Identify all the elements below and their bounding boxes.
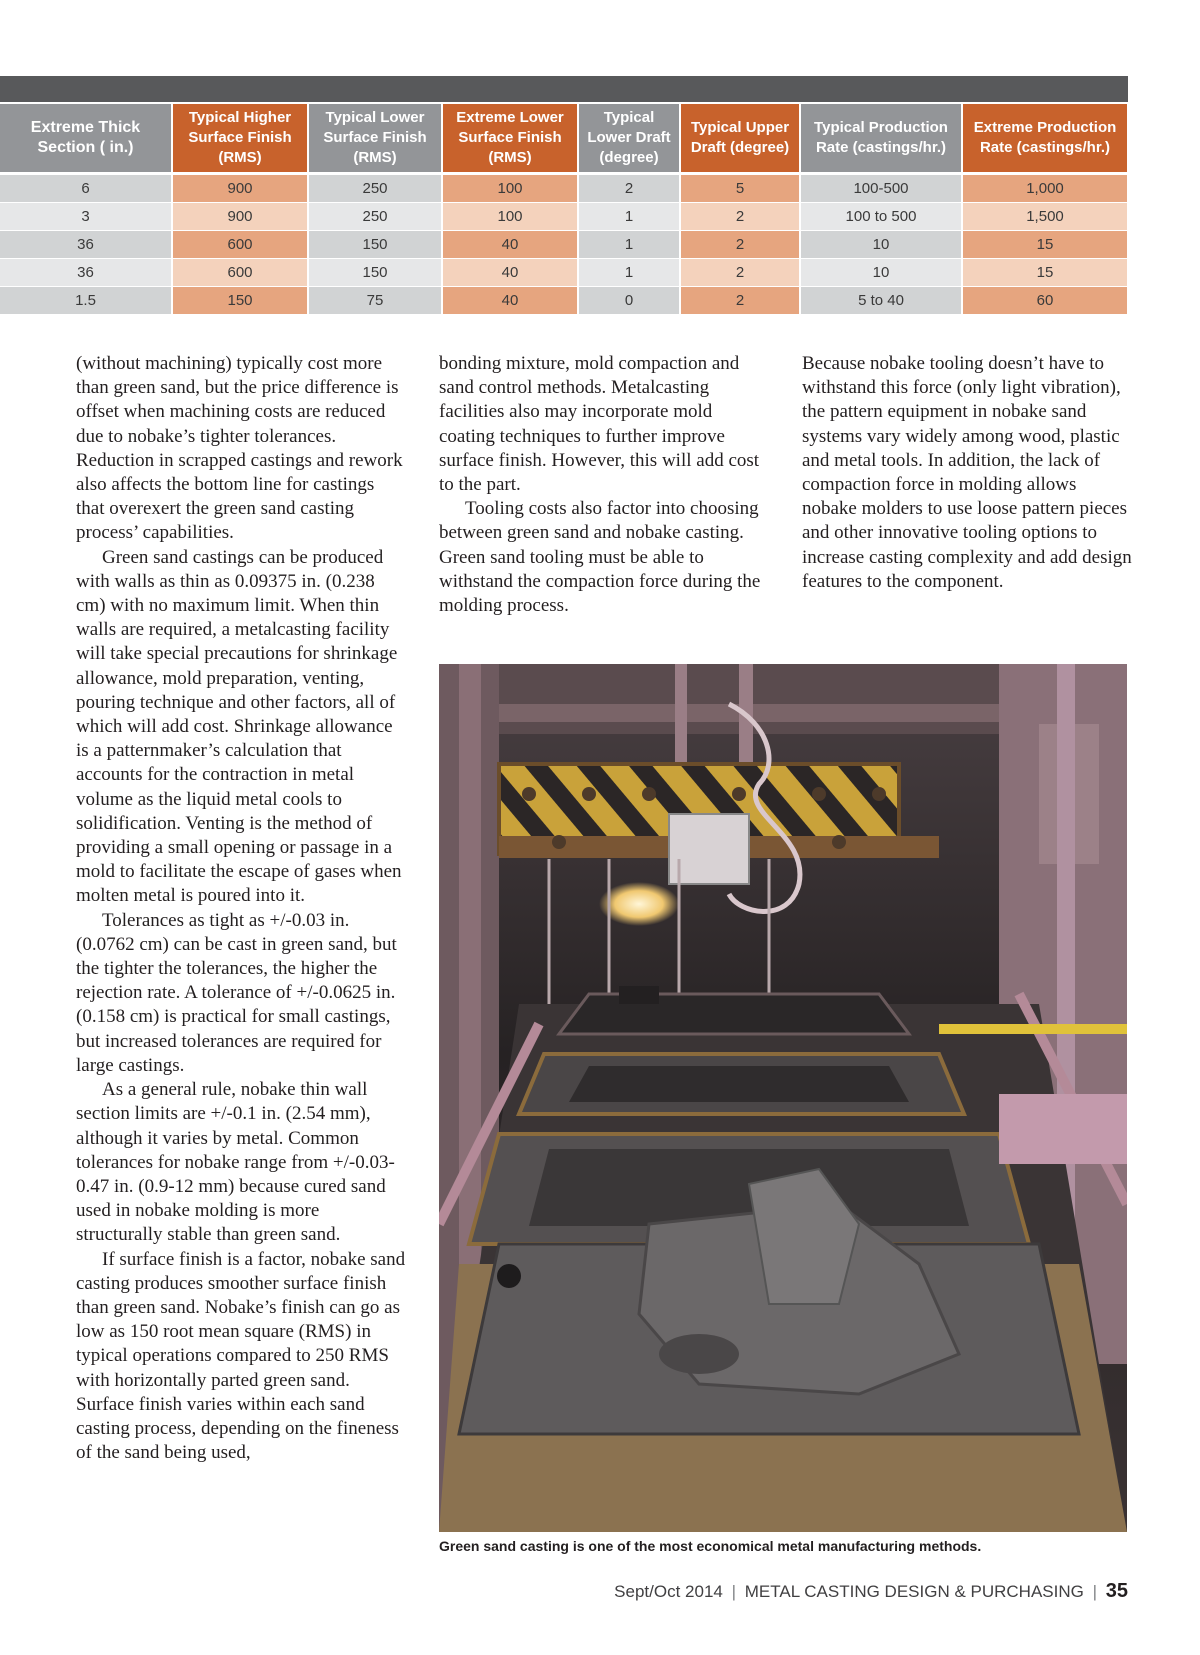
article-column-2 xyxy=(439,352,769,618)
table-row xyxy=(0,259,1128,287)
table-cell: 1,000 xyxy=(962,175,1128,203)
table-cell: 2 xyxy=(680,259,800,287)
table-cell: 100-500 xyxy=(800,175,962,203)
table-cell: 40 xyxy=(442,259,578,287)
table-cell: 100 to 500 xyxy=(800,203,962,231)
table-cell: 600 xyxy=(172,231,308,259)
foundry-photo xyxy=(439,664,1127,1532)
table-cell: 600 xyxy=(172,259,308,287)
header-cell: Typical Lower Draft (degree) xyxy=(578,104,680,172)
header-cell: Extreme Production Rate (castings/hr.) xyxy=(962,104,1128,172)
table-cell: 150 xyxy=(172,287,308,315)
paragraph: Because nobake tooling doesn’t have to withstand this force (only light vibration), the pattern equipment in nobake sand systems vary widely among wood, plastic and metal tools. In addition, the lack of compaction force in molding allows nobake molders to use loose pattern pieces and other innovative tooling options to increase casting complexity and add design features to the component. xyxy=(802,353,1132,592)
footer-separator: | xyxy=(731,1582,737,1601)
article-column-1 xyxy=(76,352,406,1465)
article-column-3 xyxy=(802,352,1132,594)
table-row xyxy=(0,175,1128,203)
table-cell: 250 xyxy=(308,203,442,231)
table-cell: 150 xyxy=(308,259,442,287)
publication-name: METAL CASTING DESIGN & PURCHASING xyxy=(744,1582,1084,1601)
table-cell: 36 xyxy=(0,231,172,259)
table-row xyxy=(0,231,1128,259)
table-cell: 1,500 xyxy=(962,203,1128,231)
paragraph: Green sand castings can be produced with walls as thin as 0.09375 in. (0.238 cm) with no maximum limit. When thin walls are required, a metalcasting facility will take special precautions for shrinkage allowance, mold preparation, venting, pouring technique and other factors, all of which will add cost. Shrinkage allowance is a patternmaker’s calculation that accounts for the contraction in metal volume as the liquid metal cools to solidification. Venting is the method of providing a small opening or passage in a mold to facilitate the escape of gases when molten metal is poured into it. xyxy=(76,546,402,907)
table-cell: 15 xyxy=(962,231,1128,259)
table-row xyxy=(0,287,1128,315)
header-cell: Typical Higher Surface Finish (RMS) xyxy=(172,104,308,172)
footer-separator: | xyxy=(1092,1582,1098,1601)
table-cell: 2 xyxy=(578,175,680,203)
table-cell: 100 xyxy=(442,175,578,203)
header-cell: Typical Upper Draft (degree) xyxy=(680,104,800,172)
issue-date: Sept/Oct 2014 xyxy=(614,1582,723,1601)
table-cell: 1 xyxy=(578,259,680,287)
table-cell: 60 xyxy=(962,287,1128,315)
table-cell: 0 xyxy=(578,287,680,315)
table-cell: 1 xyxy=(578,231,680,259)
table-cell: 100 xyxy=(442,203,578,231)
table-cell: 1.5 xyxy=(0,287,172,315)
paragraph: As a general rule, nobake thin wall section limits are +/-0.1 in. (2.54 mm), although it varies by metal. Common tolerances for nobake range from +/-0.03-0.47 in. (0.9-12 mm) because cured sand used in nobake molding is more structurally stable than green sand. xyxy=(76,1079,395,1246)
table-cell: 40 xyxy=(442,231,578,259)
table-cell: 900 xyxy=(172,203,308,231)
paragraph: Tolerances as tight as +/-0.03 in. (0.0762 cm) can be cast in green sand, but the tighter the tolerances, the higher the rejection rate. A tolerance of +/-0.0625 in. (0.158 cm) is practical for small castings, but increased tolerances are required for large castings. xyxy=(76,909,397,1076)
table-cell: 2 xyxy=(680,287,800,315)
table-cell: 900 xyxy=(172,175,308,203)
photo-caption: Green sand casting is one of the most economical metal manufacturing methods. xyxy=(439,1538,982,1554)
table-row xyxy=(0,203,1128,231)
table-cell: 5 xyxy=(680,175,800,203)
header-cell: Typical Production Rate (castings/hr.) xyxy=(800,104,962,172)
header-cell: Extreme Thick Section ( in.) xyxy=(0,104,172,172)
table-cell: 250 xyxy=(308,175,442,203)
paragraph: If surface finish is a factor, nobake sand casting produces smoother surface finish than green sand. Nobake’s finish can go as low as 150 root mean square (RMS) in typical operations compared to 250 RMS with horizontally parted green sand. Surface finish varies within each sand casting process, depending on the fineness of the sand being used, xyxy=(76,1248,406,1464)
paragraph: (without machining) typically cost more than green sand, but the price difference is offset when machining costs are reduced due to nobake’s tighter tolerances. Reduction in scrapped castings and rework also affects the bottom line for castings that overexert the green sand casting process’ capabilities. xyxy=(76,353,403,544)
table-cell: 2 xyxy=(680,203,800,231)
table-cell: 10 xyxy=(800,259,962,287)
table-header-row xyxy=(0,104,1128,172)
page-number: 35 xyxy=(1105,1580,1128,1602)
casting-spec-table xyxy=(0,104,1129,314)
paragraph: Tooling costs also factor into choosing between green sand and nobake casting. Green sand tooling must be able to withstand the compaction force during the molding process. xyxy=(439,498,761,617)
table-cell: 2 xyxy=(680,231,800,259)
table-cell: 15 xyxy=(962,259,1128,287)
page-footer xyxy=(614,1580,1128,1603)
table-cell: 40 xyxy=(442,287,578,315)
table-cell: 1 xyxy=(578,203,680,231)
table-cell: 5 to 40 xyxy=(800,287,962,315)
table-header-bar xyxy=(0,76,1128,102)
paragraph: bonding mixture, mold compaction and sand control methods. Metalcasting facilities also may incorporate mold coating techniques to further improve surface finish. However, this will add cost to the part. xyxy=(439,353,760,496)
table-cell: 36 xyxy=(0,259,172,287)
table-cell: 6 xyxy=(0,175,172,203)
header-cell: Typical Lower Surface Finish (RMS) xyxy=(308,104,442,172)
table-cell: 150 xyxy=(308,231,442,259)
table-cell: 3 xyxy=(0,203,172,231)
table-cell: 75 xyxy=(308,287,442,315)
header-cell: Extreme Lower Surface Finish (RMS) xyxy=(442,104,578,172)
table-cell: 10 xyxy=(800,231,962,259)
